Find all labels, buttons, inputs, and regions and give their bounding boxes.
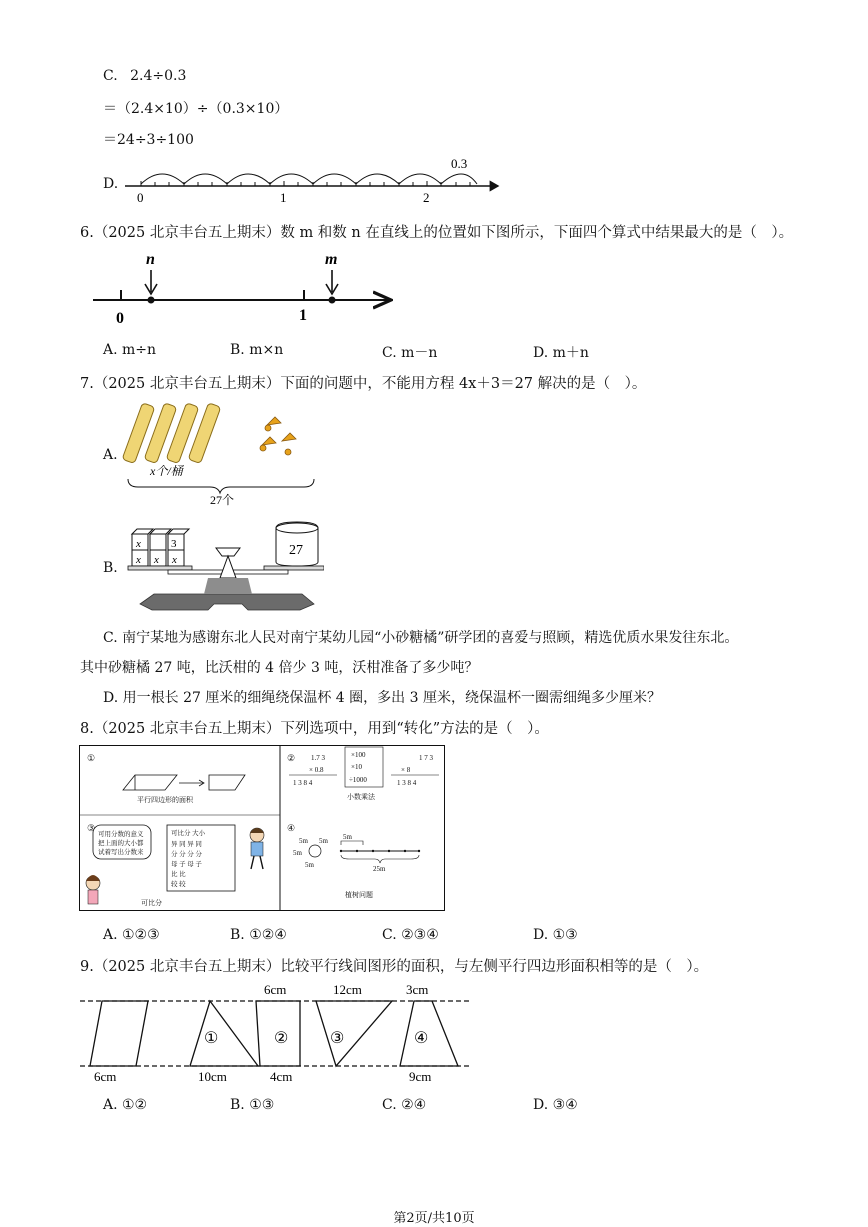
q7-a-total: 27个 <box>210 493 235 507</box>
prev-option-c-line3: ＝24÷3÷100 <box>103 132 194 148</box>
q9-option-d[interactable]: D. ③④ <box>533 1097 578 1113</box>
q8-p2-mid-2: ×10 <box>351 763 362 771</box>
prev-option-d-tick-0: 0 <box>137 190 144 205</box>
q9-top-label-3cm: 3cm <box>406 982 429 997</box>
q8-p2-left-2: × 0.8 <box>309 766 324 774</box>
q7-option-d-line[interactable]: D. 用一根长 27 厘米的细绳绕保温杯 4 圈，多出 3 厘米，绕保温杯一圈需细绳多少厘米？ <box>103 690 661 706</box>
prev-option-c-line2: ＝（2.4×10）÷（0.3×10） <box>103 101 289 117</box>
q9-bottom-label-6cm: 6cm <box>94 1069 117 1084</box>
q8-p4-label-2: 5m <box>319 837 328 845</box>
q8-p2-num: ② <box>287 753 296 763</box>
question-6-text: 6.（2025 北京丰台五上期末）数 m 和数 n 在直线上的位置如下图所示，下面四个算式中结果最大的是（ ）。 <box>80 225 794 241</box>
q9-shape-2-num: ② <box>274 1030 289 1047</box>
q8-p4-num: ④ <box>287 823 296 833</box>
q7-option-b-label[interactable]: B. <box>103 560 118 576</box>
prev-option-d-step-label: 0.3 <box>451 156 468 171</box>
q7-option-a-figure <box>122 395 322 507</box>
q6-option-a[interactable]: A. m÷n <box>103 342 157 358</box>
q9-option-b[interactable]: B. ①③ <box>230 1097 275 1113</box>
q7-b-box-x3: x <box>154 554 159 566</box>
q8-p4-label-5: 5m <box>343 833 352 841</box>
q7-option-c-line1[interactable]: C. 南宁某地为感谢东北人民对南宁某幼儿园“小砂糖橘”研学团的喜爱与照顾，精选优质水果发往东北。 <box>103 630 739 646</box>
q8-p3-bubble-3: 试着写出分数来 <box>98 849 144 856</box>
q7-b-box-x1: x <box>136 538 141 550</box>
q6-tick-0: 0 <box>116 310 124 327</box>
q8-p1-caption: 平行四边形的面积 <box>137 796 193 804</box>
q9-figure <box>78 978 478 1088</box>
q8-p4-label-1: 5m <box>299 837 308 845</box>
prev-option-d-tick-1: 1 <box>280 190 287 205</box>
q9-bottom-label-10cm: 10cm <box>198 1069 227 1084</box>
q9-top-label-6cm: 6cm <box>264 982 287 997</box>
q8-p3-bubble-2: 把上面的大小都 <box>98 840 144 847</box>
q8-p3-table-1: 异 同 异 同 <box>171 841 202 848</box>
q8-p2-right-2: × 8 <box>401 766 411 774</box>
q6-option-c[interactable]: C. m－n <box>382 345 438 361</box>
prev-option-c <box>103 68 186 84</box>
q8-p3-table-2: 分 分 分 分 <box>171 851 202 858</box>
q6-label-m: m <box>325 251 338 268</box>
page-footer: 第2页/共10页 <box>393 1211 475 1226</box>
q7-option-a-label[interactable]: A. <box>103 447 118 463</box>
q8-p1-num: ① <box>87 753 96 763</box>
q9-shape-3-num: ③ <box>330 1030 345 1047</box>
prev-option-d-tick-2: 2 <box>423 190 430 205</box>
q8-option-b[interactable]: B. ①②④ <box>230 927 287 943</box>
q8-p2-left-1: 1.7 3 <box>311 754 325 762</box>
q7-a-caption: x个/桶 <box>150 464 183 478</box>
q8-p2-right-1: 1 7 3 <box>419 754 433 762</box>
q8-p3-bubble-1: 可用分数的意义 <box>98 831 144 838</box>
q8-p2-mid-1: ×100 <box>351 751 366 759</box>
q9-option-a[interactable]: A. ①② <box>103 1097 148 1113</box>
q8-figure <box>79 745 445 911</box>
question-7-text: 7.（2025 北京丰台五上期末）下面的问题中，不能用方程 4x＋3＝27 解决的是（ ）。 <box>80 376 647 392</box>
prev-option-c-line1: 2.4÷0.3 <box>130 68 187 84</box>
q8-p4-label-6: 25m <box>373 865 386 873</box>
q6-option-d[interactable]: D. m＋n <box>533 345 589 361</box>
q9-shape-4-num: ④ <box>414 1030 429 1047</box>
q8-option-c[interactable]: C. ②③④ <box>382 927 439 943</box>
q9-shape-1-num: ① <box>204 1030 219 1047</box>
prev-option-c-label: C. <box>103 68 118 84</box>
question-6-number-line <box>85 248 405 328</box>
q9-bottom-label-9cm: 9cm <box>409 1069 432 1084</box>
q8-p3-caption: 可比分 <box>141 899 162 907</box>
q6-option-b[interactable]: B. m×n <box>230 342 284 358</box>
q8-p2-right-3: 1 3 8 4 <box>397 779 417 787</box>
q9-top-label-12cm: 12cm <box>333 982 362 997</box>
q9-bottom-label-4cm: 4cm <box>270 1069 293 1084</box>
prev-option-d-number-line <box>120 150 510 205</box>
q8-p2-mid-caption: 小数乘法 <box>347 793 375 801</box>
q7-b-box-3: 3 <box>171 538 177 550</box>
q8-option-a[interactable]: A. ①②③ <box>103 927 160 943</box>
q9-option-c[interactable]: C. ②④ <box>382 1097 427 1113</box>
q7-b-box-x4: x <box>172 554 177 566</box>
q6-label-n: n <box>146 251 155 268</box>
prev-option-d-label: D. <box>103 176 119 192</box>
q8-option-d[interactable]: D. ①③ <box>533 927 578 943</box>
q7-b-box-x2: x <box>136 554 141 566</box>
q8-p4-label-3: 5m <box>293 849 302 857</box>
q7-option-c-line2: 其中砂糖橘 27 吨，比沃柑的 4 倍少 3 吨，沃柑准备了多少吨？ <box>80 660 479 676</box>
q6-tick-1: 1 <box>299 307 307 324</box>
question-9-text: 9.（2025 北京丰台五上期末）比较平行线间图形的面积，与左侧平行四边形面积相等的是（ ）。 <box>80 959 709 975</box>
question-8-text: 8.（2025 北京丰台五上期末）下列选项中，用到“转化”方法的是（ ）。 <box>80 721 549 737</box>
q7-option-b-balance <box>124 518 324 614</box>
q8-p3-table-4: 比 比 <box>171 871 186 878</box>
q8-p3-num: ③ <box>87 823 96 833</box>
q7-b-right-value: 27 <box>289 543 303 558</box>
q8-p3-table-3: 母 子 母 子 <box>171 861 202 868</box>
q8-p2-left-3: 1 3 8 4 <box>293 779 313 787</box>
q8-p3-table-5: 较 较 <box>171 881 186 888</box>
q8-p4-caption: 植树问题 <box>345 891 373 899</box>
q8-p4-label-4: 5m <box>305 861 314 869</box>
q8-p3-table-0: 可比分 大小 <box>171 830 206 837</box>
q8-p2-mid-3: ÷1000 <box>349 776 367 784</box>
